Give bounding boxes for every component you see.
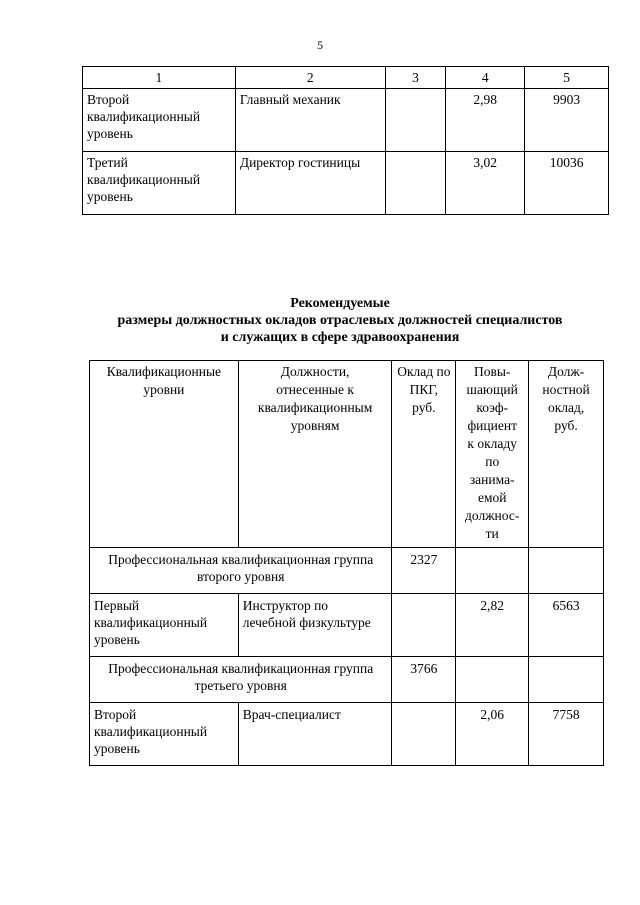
header-coefficient: Повы- шающий коэф- фициент к окладу по занима- емой должнос- ти bbox=[456, 361, 529, 548]
coefficient-cell: 2,06 bbox=[456, 703, 529, 766]
position-cell: Инструктор по лечебной физкультуре bbox=[238, 594, 392, 657]
title-line: размеры должностных окладов отраслевых должностей специалистов bbox=[117, 313, 563, 328]
header-pkg-salary: Оклад по ПКГ, руб. bbox=[392, 361, 456, 548]
coefficient-cell: 2,98 bbox=[446, 89, 525, 152]
header-salary: Долж- ностной оклад, руб. bbox=[529, 361, 604, 548]
salary-cell: 6563 bbox=[529, 594, 604, 657]
section-title bbox=[0, 295, 640, 346]
title-line: Рекомендуемые bbox=[290, 296, 390, 311]
table-row bbox=[83, 89, 609, 152]
header-cell: 5 bbox=[525, 67, 609, 89]
header-cell: 4 bbox=[446, 67, 525, 89]
empty-cell bbox=[456, 657, 529, 703]
table-header-row bbox=[83, 67, 609, 89]
header-cell: 3 bbox=[385, 67, 446, 89]
level-cell: Первый квалификационный уровень bbox=[90, 594, 239, 657]
group-title: Профессиональная квалификационная группа третьего уровня bbox=[90, 657, 392, 703]
title-line: и служащих в сфере здравоохранения bbox=[220, 330, 460, 345]
header-cell: 2 bbox=[235, 67, 385, 89]
salary-pkg-cell: 3766 bbox=[392, 657, 456, 703]
position-cell: Директор гостиницы bbox=[235, 152, 385, 215]
level-cell: Второй квалификационный уровень bbox=[83, 89, 236, 152]
salary-cell: 9903 bbox=[525, 89, 609, 152]
empty-cell bbox=[392, 703, 456, 766]
header-cell: 1 bbox=[83, 67, 236, 89]
salary-cell: 10036 bbox=[525, 152, 609, 215]
group-row bbox=[90, 657, 604, 703]
salary-cell: 7758 bbox=[529, 703, 604, 766]
level-cell: Второй квалификационный уровень bbox=[90, 703, 239, 766]
coefficient-cell: 3,02 bbox=[446, 152, 525, 215]
position-cell: Врач-специалист bbox=[238, 703, 392, 766]
table-row bbox=[90, 594, 604, 657]
group-row bbox=[90, 548, 604, 594]
header-positions: Должности, отнесенные к квалификационным уровням bbox=[238, 361, 392, 548]
empty-cell bbox=[529, 548, 604, 594]
level-cell: Третий квалификационный уровень bbox=[83, 152, 236, 215]
group-title: Профессиональная квалификационная группа второго уровня bbox=[90, 548, 392, 594]
table-row bbox=[90, 703, 604, 766]
salary-pkg-cell bbox=[385, 89, 446, 152]
header-levels: Квалификационные уровни bbox=[90, 361, 239, 548]
salary-pkg-cell: 2327 bbox=[392, 548, 456, 594]
empty-cell bbox=[529, 657, 604, 703]
table-healthcare bbox=[89, 360, 604, 766]
empty-cell bbox=[392, 594, 456, 657]
table-header-row bbox=[90, 361, 604, 548]
page-number: 5 bbox=[317, 38, 323, 52]
position-cell: Главный механик bbox=[235, 89, 385, 152]
table-row bbox=[83, 152, 609, 215]
coefficient-cell: 2,82 bbox=[456, 594, 529, 657]
empty-cell bbox=[456, 548, 529, 594]
salary-pkg-cell bbox=[385, 152, 446, 215]
table-top bbox=[82, 66, 609, 215]
